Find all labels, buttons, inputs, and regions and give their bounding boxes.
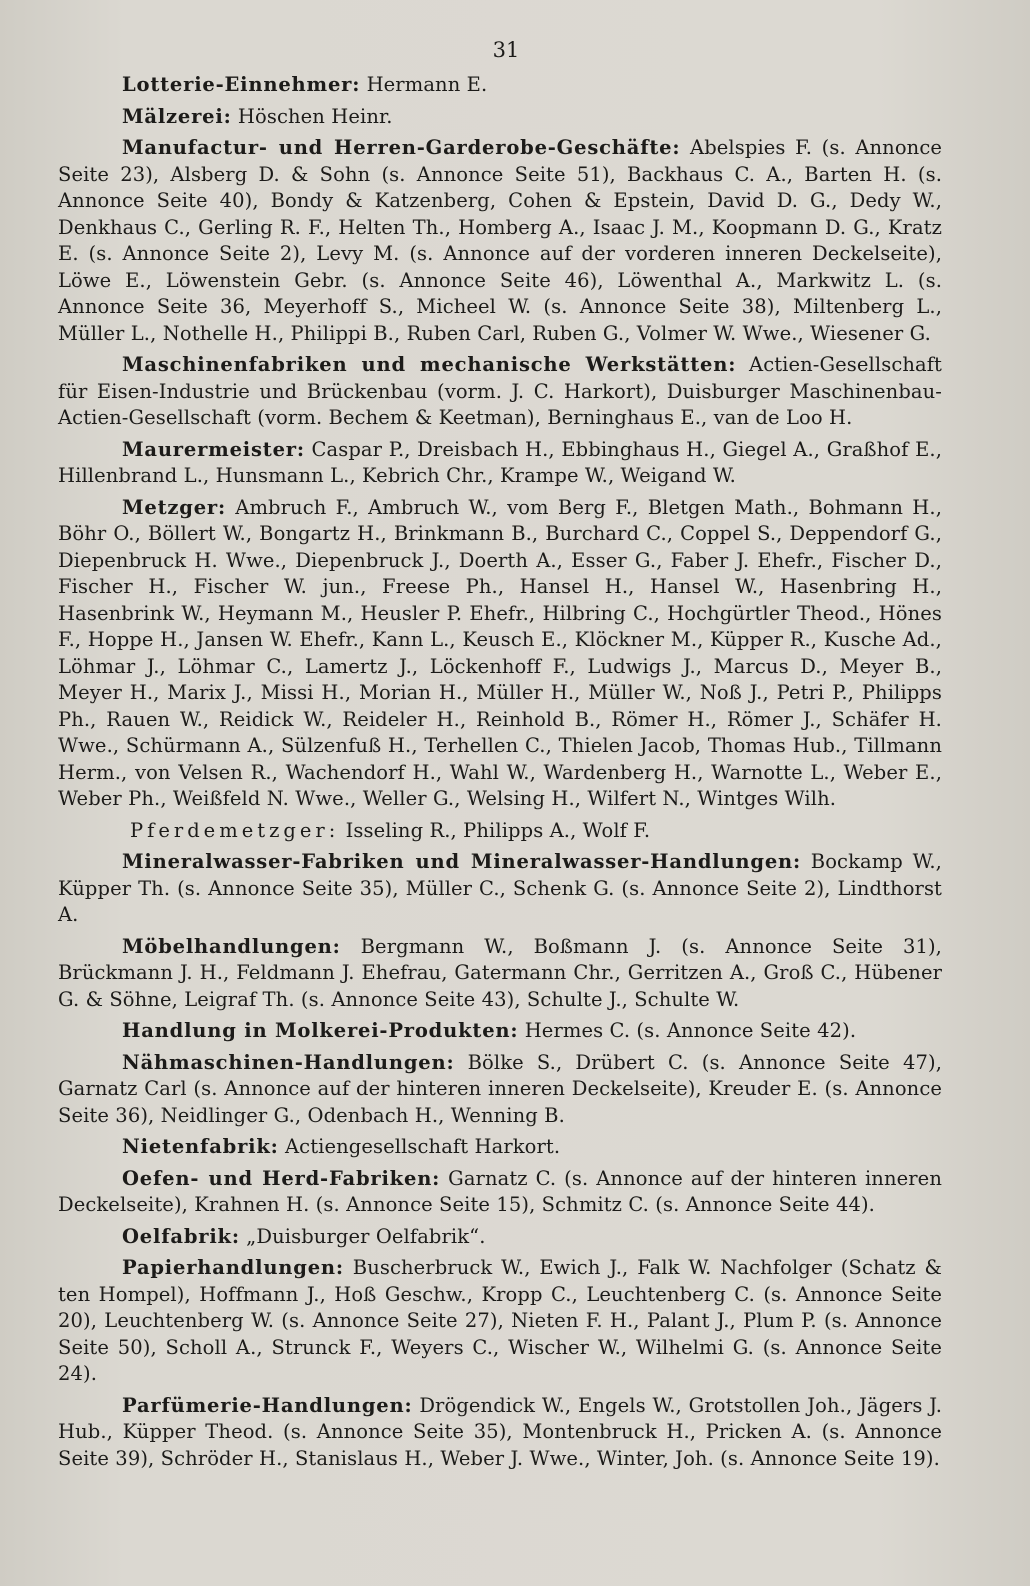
entry-oefen [58, 1166, 942, 1219]
entry-text: Hermann E. [366, 73, 488, 96]
entry-heading: Pferdemetzger: [130, 818, 340, 842]
entry-heading: Mineralwasser-Fabriken und Mineralwasser-Handlungen: [122, 850, 802, 873]
entry-text: Höschen Heinr. [237, 104, 393, 128]
entry-mineralwasser [58, 849, 942, 929]
entry-text: Caspar P., Dreisbach H., Ebbinghaus H., Giegel A., Graßhof E., Hillenbrand L., Hunsmann L., Kebrich Chr., Krampe W., Weigand W. [58, 437, 942, 487]
entry-parfuemerie [58, 1393, 942, 1473]
entry-metzger [58, 495, 942, 813]
entry-nietenfabrik [58, 1134, 942, 1161]
entry-text: Bölke S., Drübert C. (s. Annonce Seite 47), Garnatz Carl (s. Annonce auf der hinteren inneren Deckelseite), Kreuder E. (s. Annonce Seite 36), Neidlinger G., Odenbach H., Wenning B. [58, 1050, 942, 1127]
entry-heading: Mälzerei: [122, 104, 232, 128]
entry-lotterie-einnehmer [58, 72, 942, 99]
entry-moebelhandlungen [58, 934, 942, 1014]
entry-heading: Maschinenfabriken und mechanische Werkstätten: [122, 353, 737, 376]
entry-maschinenfabriken [58, 352, 942, 432]
entry-heading: Handlung in Molkerei-Produkten: [122, 1019, 519, 1042]
entry-heading: Maurermeister: [122, 437, 305, 461]
entry-text: Hermes C. (s. Annonce Seite 42). [524, 1019, 857, 1042]
entry-heading: Papierhandlungen: [122, 1256, 344, 1279]
entry-text: Actiengesellschaft Harkort. [285, 1135, 561, 1158]
entry-text: Ambruch F., Ambruch W., vom Berg F., Bletgen Math., Bohmann H., Böhr O., Böllert W., Bongartz H., Brinkmann B., Burchard C., Coppel S., Deppendorf G., Diepenbruck H. Wwe., Diepenbruck J., Doerth A., Esser G., Faber J. Ehefr., Fischer D., Fischer H., Fischer W. jun., Freese Ph., Hansel H., Hansel W., Hasenbring H., Hasenbrink W., Heymann M., Heusler P. Ehefr., Hilbring C., Hochgürtler Theod., Hönes F., Hoppe H., Jansen W. Ehefr., Kann L., Keusch E., Klöckner M., Küpper R., Kusche Ad., Löhmar J., Löhmar C., Lamertz J., Löckenhoff F., Ludwigs J., Marcus D., Meyer B., Meyer H., Marix J., Missi H., Morian H., Müller H., Müller W., Noß J., Petri P., Philipps Ph., Rauen W., Reidick W., Reideler H., Reinhold B., Römer H., Römer J., Schäfer H. Wwe., Schürmann A., Sülzenfuß H., Terhellen C., Thielen Jacob, Thomas Hub., Tillmann Herm., von Velsen R., Wachendorf H., Wahl W., Wardenberg H., Warnotte L., Weber E., Weber Ph., Weißfeld N. Wwe., Weller G., Welsing H., Wilfert N., Wintges Wilh. [58, 495, 942, 810]
entry-heading: Metzger: [122, 495, 226, 519]
entry-heading: Lotterie-Einnehmer: [122, 73, 361, 96]
entry-manufactur [58, 135, 942, 347]
entry-text: Bockamp W., Küpper Th. (s. Annonce Seite 35), Müller C., Schenk G. (s. Annonce Seite 2), Lindthorst A. [58, 850, 942, 926]
entry-heading: Manufactur- und Herren-Garderobe-Geschäfte: [122, 136, 681, 159]
entry-heading: Parfümerie-Handlungen: [122, 1393, 413, 1417]
entry-heading: Nähmaschinen-Handlungen: [122, 1050, 455, 1074]
entry-heading: Möbelhandlungen: [122, 934, 341, 958]
entry-heading: Oefen- und Herd-Fabriken: [122, 1166, 441, 1190]
entry-maurermeister [58, 437, 942, 490]
entry-text: Isseling R., Philipps A., Wolf F. [345, 818, 651, 842]
entry-oelfabrik [58, 1224, 942, 1251]
entry-pferdemetzger [58, 818, 942, 845]
entry-text: Buscherbruck W., Ewich J., Falk W. Nachfolger (Schatz & ten Hompel), Hoffmann J., Hoß Geschw., Kropp C., Leuchtenberg C. (s. Annonce Seite 20), Leuchtenberg W. (s. Annonce Seite 27), Nieten F. H., Palant J., Plum P. (s. Annonce Seite 50), Scholl A., Strunck F., Weyers C., Wischer W., Wilhelmi G. (s. Annonce Seite 24). [58, 1256, 942, 1385]
page-number: 31 [492, 38, 520, 62]
entry-heading: Oelfabrik: [122, 1224, 240, 1248]
entry-papierhandlungen [58, 1255, 942, 1388]
entry-text: Garnatz C. (s. Annonce auf der hinteren inneren Deckelseite), Krahnen H. (s. Annonce Seite 15), Schmitz C. (s. Annonce Seite 44). [58, 1166, 942, 1216]
entry-text: Bergmann W., Boßmann J. (s. Annonce Seite 31), Brückmann J. H., Feldmann J. Ehefrau, Gatermann Chr., Gerritzen A., Groß C., Hübener G. & Söhne, Leigraf Th. (s. Annonce Seite 43), Schulte J., Schulte W. [58, 934, 942, 1011]
entry-text: Drögendick W., Engels W., Grotstollen Joh., Jägers J. Hub., Küpper Theod. (s. Annonce Seite 35), Montenbruck H., Pricken A. (s. Annonce Seite 39), Schröder H., Stanislaus H., Weber J. Wwe., Winter, Joh. (s. Annonce Seite 19). [58, 1393, 942, 1470]
entry-maelzerei [58, 104, 942, 131]
entry-text: Actien-Gesellschaft für Eisen-Industrie und Brückenbau (vorm. J. C. Harkort), Duisburger Maschinenbau-Actien-Gesellschaft (vorm. Bechem & Keetman), Berninghaus E., van de Loo H. [58, 353, 942, 429]
entry-heading: Nietenfabrik: [122, 1135, 279, 1158]
entry-text: „Duisburger Oelfabrik“. [246, 1224, 486, 1248]
entry-molkerei [58, 1018, 942, 1045]
entry-naehmaschinen [58, 1050, 942, 1130]
entry-text: Abelspies F. (s. Annonce Seite 23), Alsberg D. & Sohn (s. Annonce Seite 51), Backhaus C. A., Barten H. (s. Annonce Seite 40), Bondy & Katzenberg, Cohen & Epstein, David D. G., Dedy W., Denkhaus C., Gerling R. F., Helten Th., Homberg A., Isaac J. M., Koopmann D. G., Kratz E. (s. Annonce Seite 2), Levy M. (s. Annonce auf der vorderen inneren Deckelseite), Löwe E., Löwenstein Gebr. (s. Annonce Seite 46), Löwenthal A., Markwitz L. (s. Annonce Seite 36, Meyerhoff S., Micheel W. (s. Annonce Seite 38), Miltenberg L., Müller L., Nothelle H., Philippi B., Ruben Carl, Ruben G., Volmer W. Wwe., Wiesener G. [58, 136, 942, 345]
